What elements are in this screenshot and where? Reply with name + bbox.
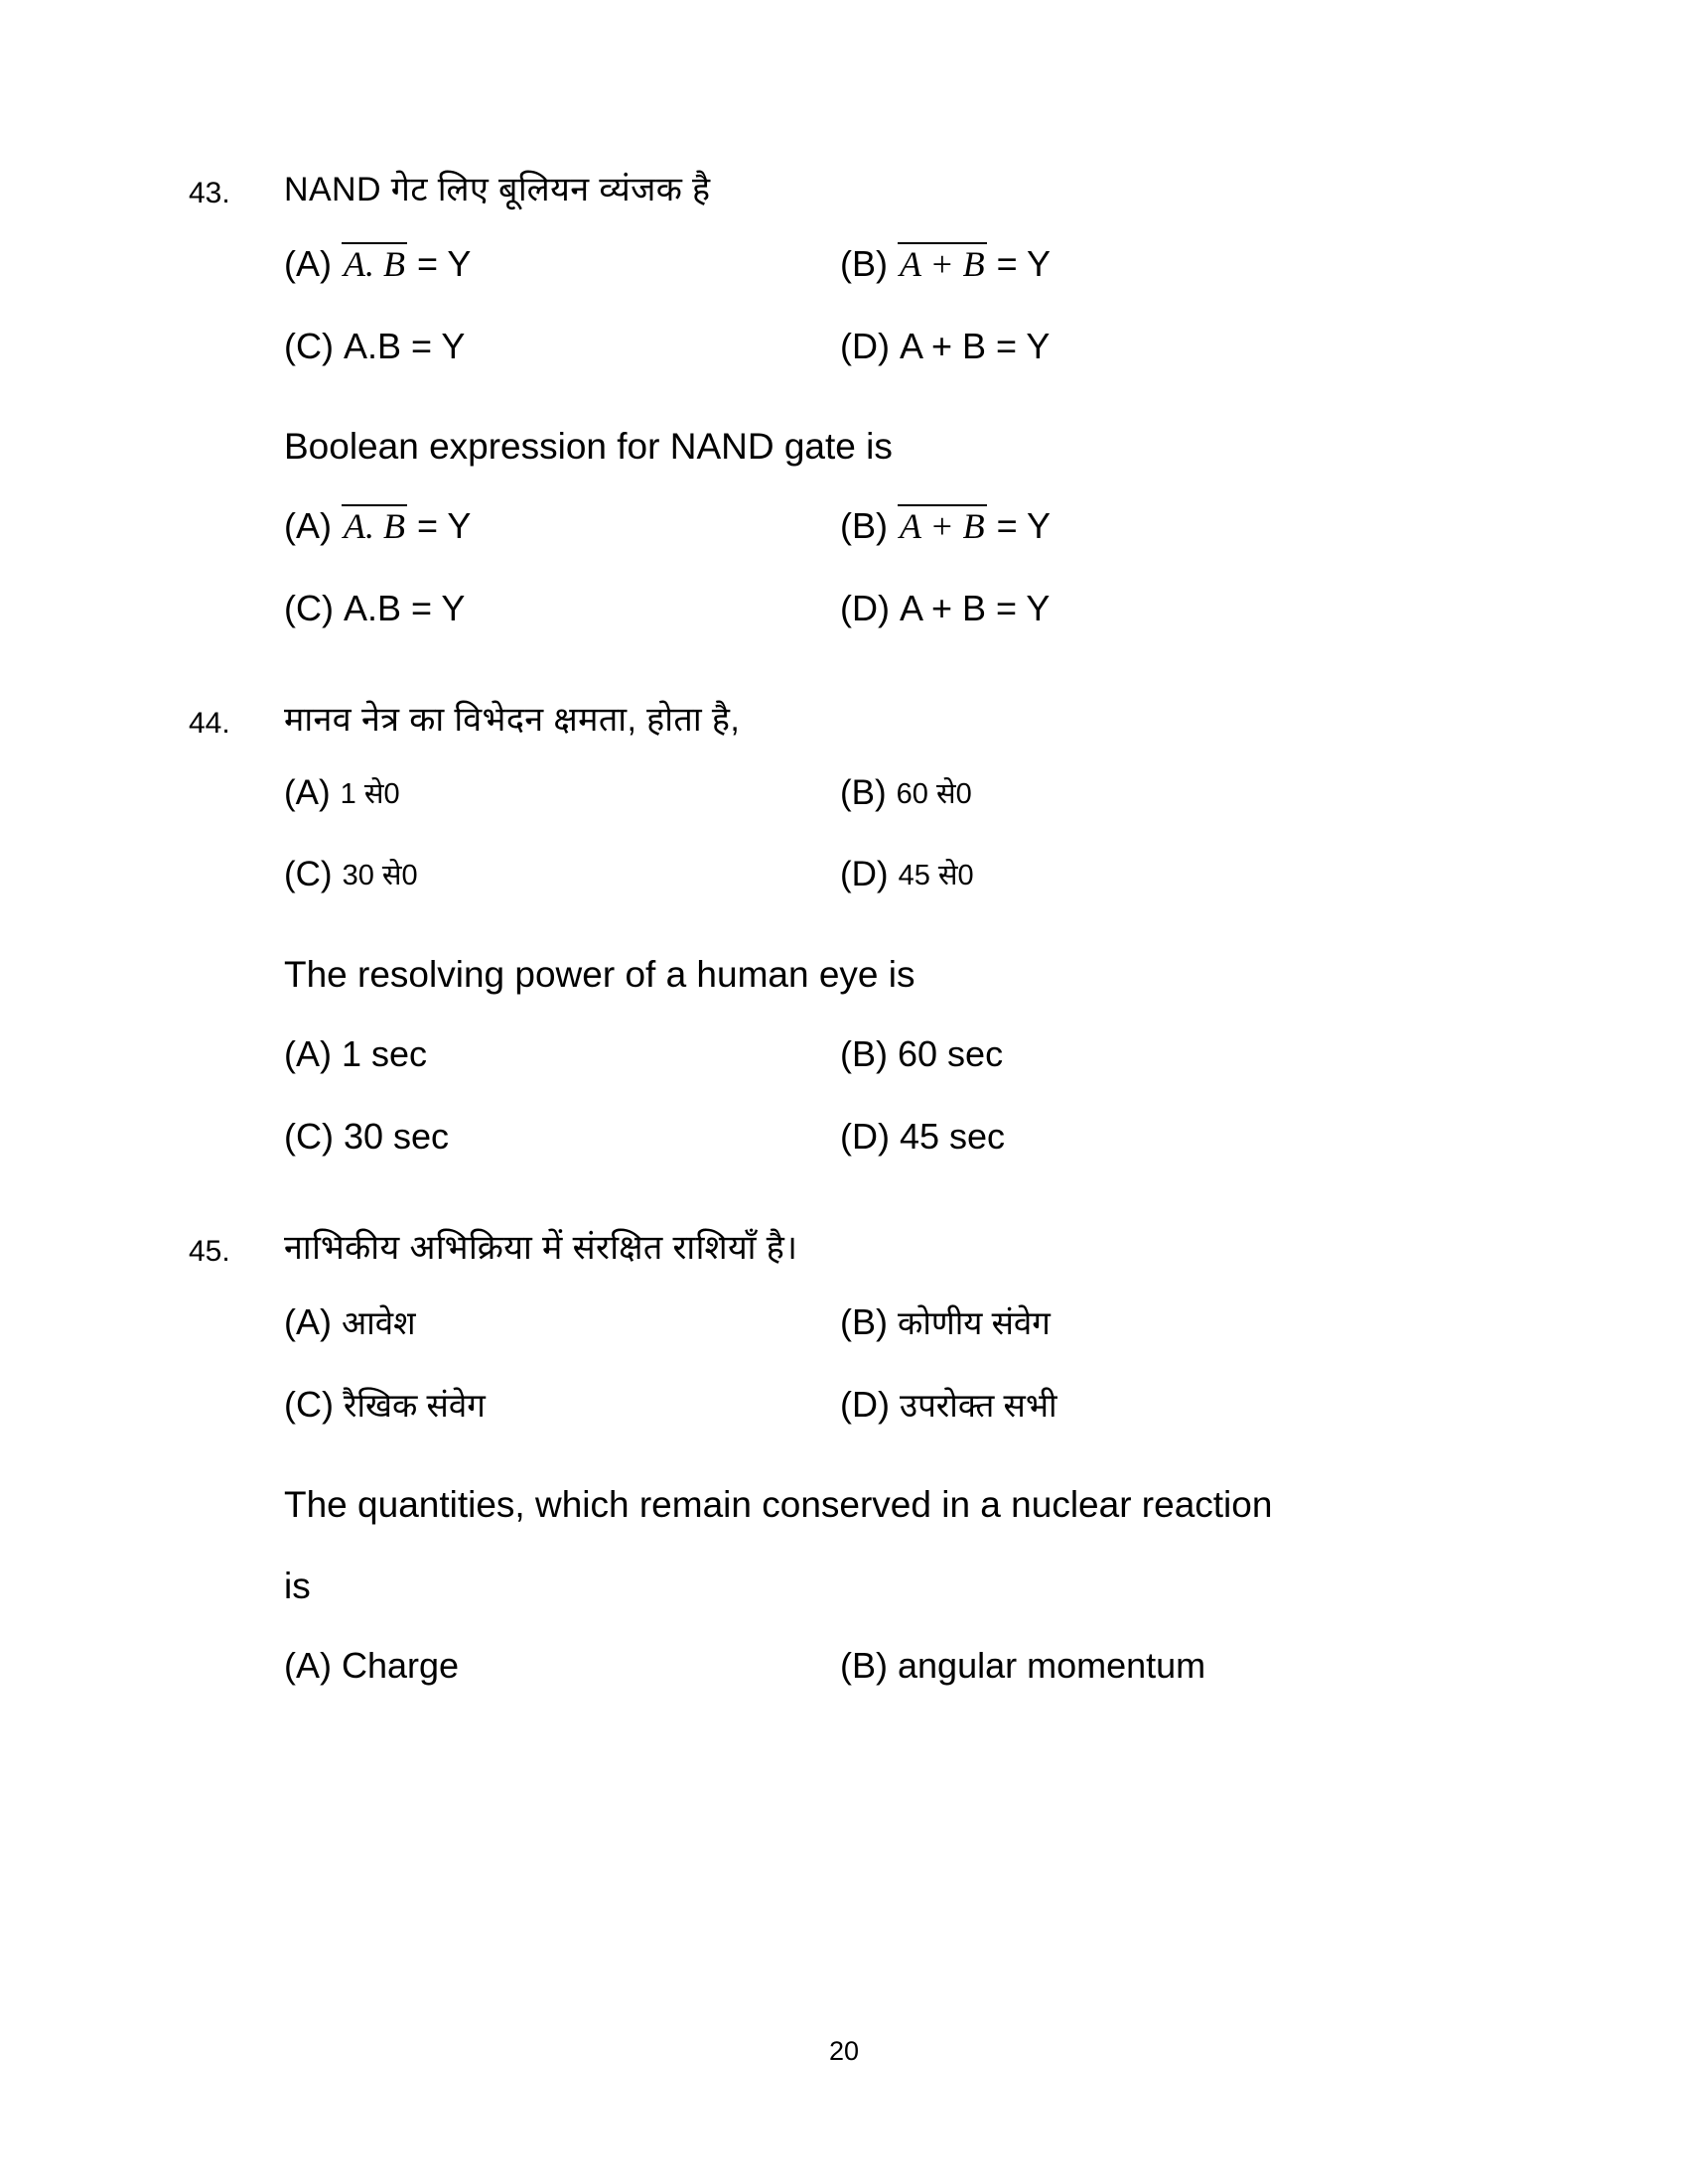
question-43 bbox=[189, 169, 1509, 629]
question-44 bbox=[189, 699, 1509, 1158]
option-row bbox=[284, 504, 1509, 547]
option-row bbox=[284, 242, 1509, 285]
question-44-number: 44. bbox=[189, 707, 230, 741]
question-45-stem-hindi: नाभिकीय अभिक्रिया में संरक्षित राशियाँ है। bbox=[284, 1229, 798, 1268]
question-44-stem-english: The resolving power of a human eye is bbox=[284, 953, 915, 995]
option-value: 60 sec bbox=[898, 1032, 1004, 1074]
option-43e-d[interactable] bbox=[840, 587, 1509, 629]
option-45e-b[interactable] bbox=[840, 1644, 1509, 1687]
option-label: (D) bbox=[840, 1116, 890, 1158]
option-43h-c[interactable] bbox=[284, 325, 840, 367]
option-label: (A) bbox=[284, 1645, 332, 1687]
option-row bbox=[284, 1383, 1509, 1426]
option-label: (C) bbox=[284, 325, 334, 366]
option-equals: = Y bbox=[996, 504, 1052, 546]
question-45-stem-english-line2: is bbox=[284, 1566, 311, 1607]
option-43h-a[interactable] bbox=[284, 242, 840, 285]
question-43-number: 43. bbox=[189, 177, 230, 209]
option-expression: A. B bbox=[344, 505, 405, 546]
question-43-header bbox=[189, 169, 1509, 212]
question-43-options-hindi bbox=[284, 242, 1509, 367]
option-44e-d[interactable] bbox=[840, 1115, 1509, 1158]
option-43h-d[interactable] bbox=[840, 325, 1509, 367]
option-value: 45 sec bbox=[899, 1116, 1006, 1158]
page-number: 20 bbox=[828, 2036, 860, 2066]
option-row bbox=[284, 587, 1509, 629]
option-value: 45 से0 bbox=[898, 859, 974, 891]
option-45h-c[interactable] bbox=[284, 1383, 840, 1426]
question-44-options-hindi bbox=[284, 772, 1509, 895]
option-label: (A) bbox=[284, 1300, 332, 1342]
question-44-options-english bbox=[284, 1032, 1509, 1158]
option-equals: = Y bbox=[996, 242, 1052, 284]
option-43e-c[interactable] bbox=[284, 587, 840, 629]
option-44e-a[interactable] bbox=[284, 1032, 840, 1075]
option-44h-d[interactable] bbox=[840, 854, 1509, 895]
option-label: (B) bbox=[840, 1300, 888, 1342]
option-row bbox=[284, 772, 1509, 814]
option-expression: A. B bbox=[344, 243, 405, 284]
option-label: (D) bbox=[840, 588, 890, 629]
option-value: 1 sec bbox=[342, 1032, 428, 1074]
option-45h-b[interactable] bbox=[840, 1300, 1509, 1343]
option-44e-c[interactable] bbox=[284, 1115, 840, 1158]
option-label: (D) bbox=[840, 325, 890, 366]
option-label: (D) bbox=[840, 854, 889, 893]
option-value: angular momentum bbox=[898, 1645, 1206, 1687]
option-44h-b[interactable] bbox=[840, 772, 1509, 814]
option-row bbox=[284, 1300, 1509, 1343]
option-value: A.B = Y bbox=[343, 588, 466, 629]
option-43e-b[interactable] bbox=[840, 504, 1509, 547]
option-value: A + B = Y bbox=[899, 325, 1051, 366]
option-43e-a[interactable] bbox=[284, 504, 840, 547]
question-43-options-english bbox=[284, 504, 1509, 629]
option-label: (A) bbox=[284, 772, 331, 812]
option-45h-a[interactable] bbox=[284, 1300, 840, 1343]
question-45-options-english bbox=[284, 1644, 1509, 1687]
question-45 bbox=[189, 1227, 1509, 1687]
option-expression: A + B bbox=[900, 505, 985, 546]
option-expression: A + B bbox=[900, 243, 985, 284]
option-label: (B) bbox=[840, 504, 888, 546]
option-label: (A) bbox=[284, 1032, 332, 1074]
option-label: (C) bbox=[284, 854, 333, 893]
option-label: (A) bbox=[284, 504, 332, 546]
option-label: (C) bbox=[284, 588, 334, 629]
option-label: (B) bbox=[840, 1645, 888, 1687]
option-label: (C) bbox=[284, 1384, 334, 1426]
option-label: (B) bbox=[840, 242, 888, 284]
option-value: आवेश bbox=[342, 1303, 416, 1341]
question-43-stem-english: Boolean expression for NAND gate is bbox=[284, 425, 893, 467]
option-44h-c[interactable] bbox=[284, 854, 840, 895]
question-45-number: 45. bbox=[189, 1235, 230, 1269]
option-value: 60 से0 bbox=[896, 777, 972, 810]
option-label: (C) bbox=[284, 1116, 334, 1158]
option-value: 30 sec bbox=[343, 1116, 450, 1158]
question-44-stem-hindi: मानव नेत्र का विभेदन क्षमता, होता है, bbox=[284, 701, 741, 740]
option-value: कोणीय संवेग bbox=[898, 1303, 1051, 1341]
option-row bbox=[284, 1115, 1509, 1158]
option-45e-a[interactable] bbox=[284, 1644, 840, 1687]
option-value: रैखिक संवेग bbox=[343, 1387, 486, 1425]
option-equals: = Y bbox=[416, 242, 472, 284]
question-45-stem-english-line1: The quantities, which remain conserved in a nuclear reaction bbox=[284, 1484, 1273, 1526]
option-value: 1 से0 bbox=[340, 777, 400, 810]
option-row bbox=[284, 325, 1509, 367]
option-value: Charge bbox=[342, 1645, 460, 1687]
question-44-header bbox=[189, 699, 1509, 743]
option-label: (B) bbox=[840, 772, 887, 812]
question-43-stem-hindi: NAND गेट लिए बूलियन व्यंजक है bbox=[284, 171, 711, 208]
question-45-header bbox=[189, 1227, 1509, 1271]
option-row bbox=[284, 1644, 1509, 1687]
question-45-options-hindi bbox=[284, 1300, 1509, 1426]
option-43h-b[interactable] bbox=[840, 242, 1509, 285]
option-value: उपरोक्त सभी bbox=[899, 1387, 1057, 1425]
option-label: (D) bbox=[840, 1384, 890, 1426]
option-label: (B) bbox=[840, 1032, 888, 1074]
option-value: A + B = Y bbox=[899, 588, 1051, 629]
option-label: (A) bbox=[284, 242, 332, 284]
option-45h-d[interactable] bbox=[840, 1383, 1509, 1426]
option-44h-a[interactable] bbox=[284, 772, 840, 814]
option-equals: = Y bbox=[416, 504, 472, 546]
option-row bbox=[284, 854, 1509, 895]
option-value: A.B = Y bbox=[343, 325, 466, 366]
option-row bbox=[284, 1032, 1509, 1075]
option-value: 30 से0 bbox=[342, 859, 418, 891]
option-44e-b[interactable] bbox=[840, 1032, 1509, 1075]
